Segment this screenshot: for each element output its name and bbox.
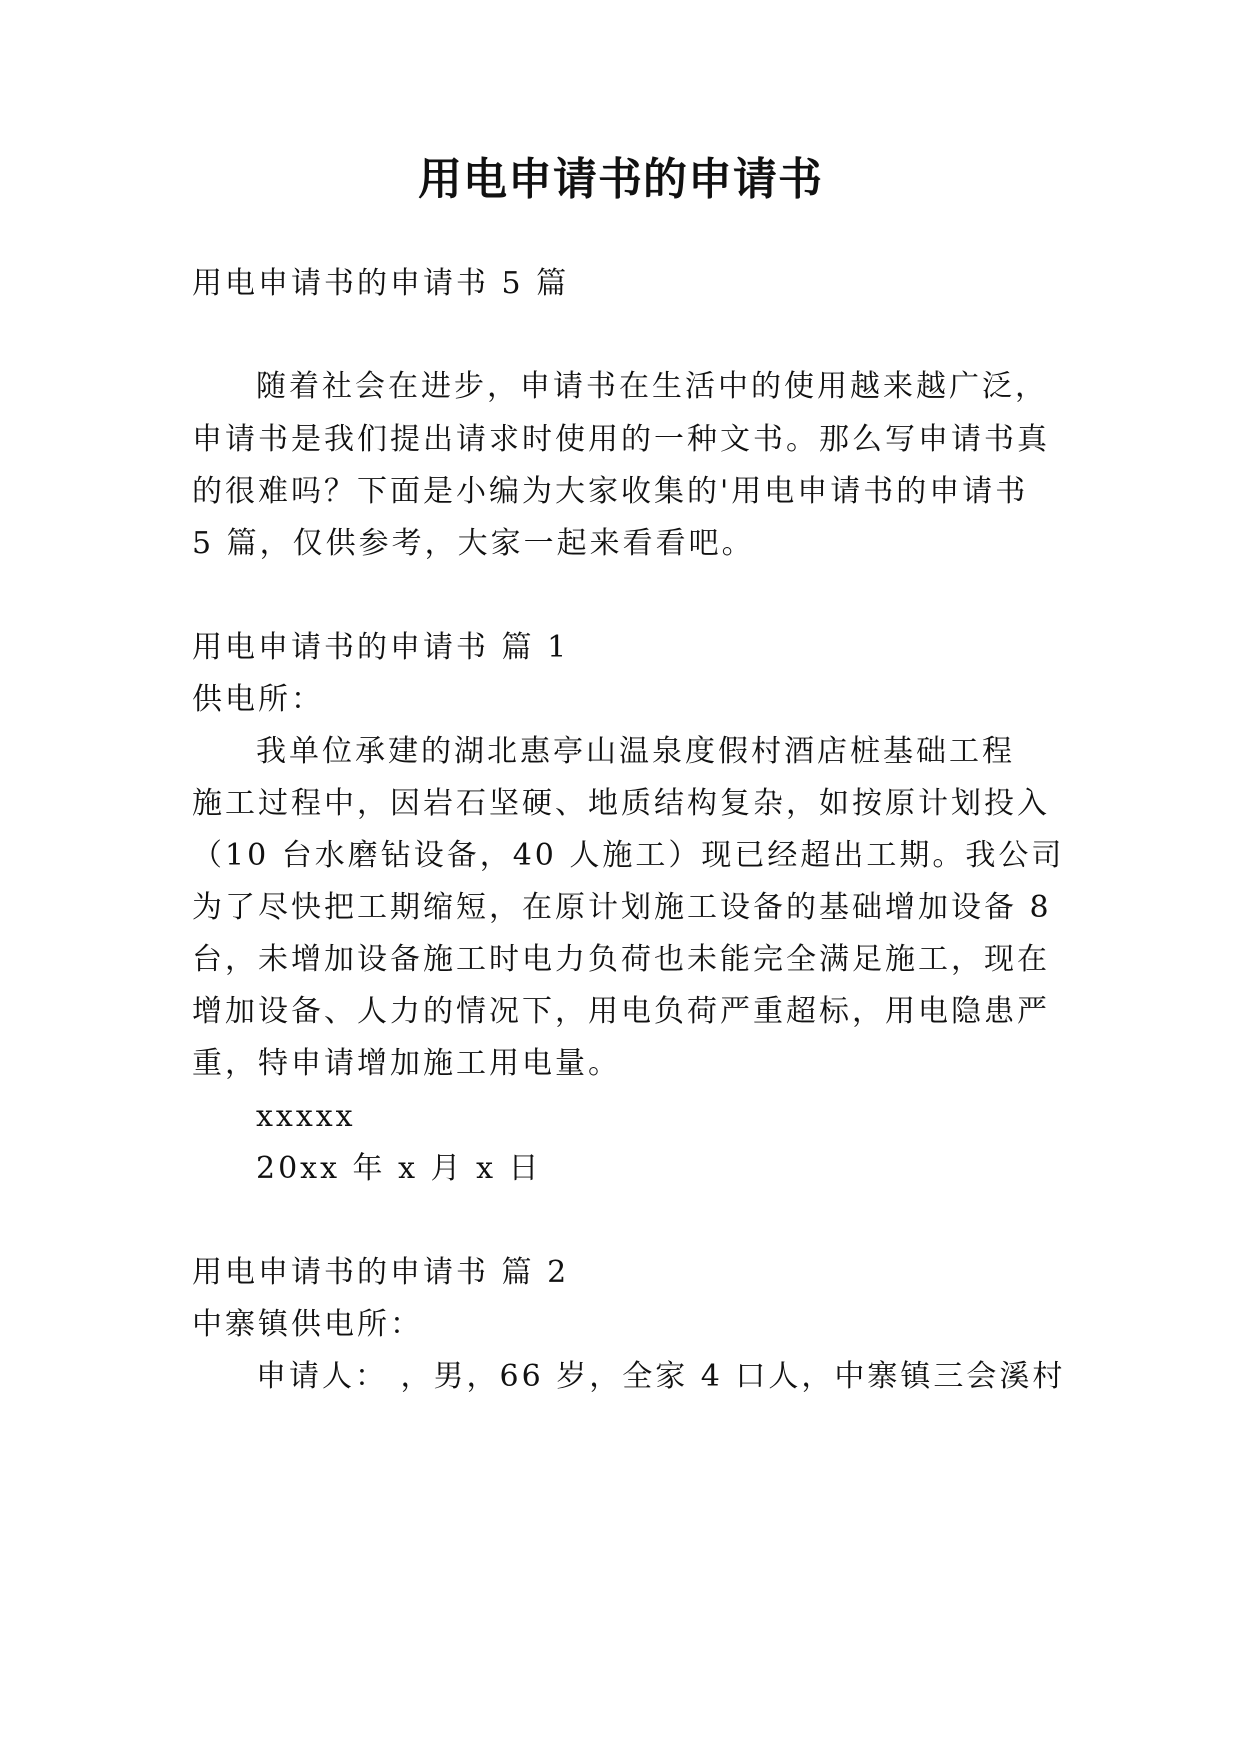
body-line: 申请人： ，男，66 岁，全家 4 口人，中寨镇三会溪村 xyxy=(256,1359,1066,1394)
page-title: 用电申请书的申请书 xyxy=(418,154,823,205)
body-line: 增加设备、人力的情况下，用电负荷严重超标，用电隐患严 xyxy=(192,994,1050,1029)
body-line: （10 台水磨钻设备，40 人施工）现已经超出工期。我公司 xyxy=(192,838,1065,873)
body-line: 台，未增加设备施工时电力负荷也未能完全满足施工，现在 xyxy=(192,942,1050,977)
recipient-line: 中寨镇供电所： xyxy=(192,1307,423,1342)
recipient-line: 供电所： xyxy=(192,682,324,717)
body-line: 施工过程中，因岩石坚硬、地质结构复杂，如按原计划投入 xyxy=(192,786,1050,821)
body-line: 为了尽快把工期缩短，在原计划施工设备的基础增加设备 8 xyxy=(192,890,1052,925)
section-heading: 用电申请书的申请书 篇 1 xyxy=(192,630,570,665)
document-subtitle: 用电申请书的申请书 5 篇 xyxy=(192,266,570,301)
date-line: 20xx 年 x 月 x 日 xyxy=(256,1151,542,1186)
body-line: 我单位承建的湖北惠亭山温泉度假村酒店桩基础工程 xyxy=(256,734,1015,769)
section-heading: 用电申请书的申请书 篇 2 xyxy=(192,1255,570,1290)
signature: xxxxx xyxy=(256,1099,356,1134)
intro-line: 的很难吗？下面是小编为大家收集的'用电申请书的申请书 xyxy=(192,474,1029,509)
body-line: 重，特申请增加施工用电量。 xyxy=(192,1046,621,1081)
intro-line: 随着社会在进步，申请书在生活中的使用越来越广泛， xyxy=(256,369,1048,404)
intro-line: 申请书是我们提出请求时使用的一种文书。那么写申请书真 xyxy=(192,422,1050,457)
intro-line: 5 篇，仅供参考，大家一起来看看吧。 xyxy=(192,526,755,561)
